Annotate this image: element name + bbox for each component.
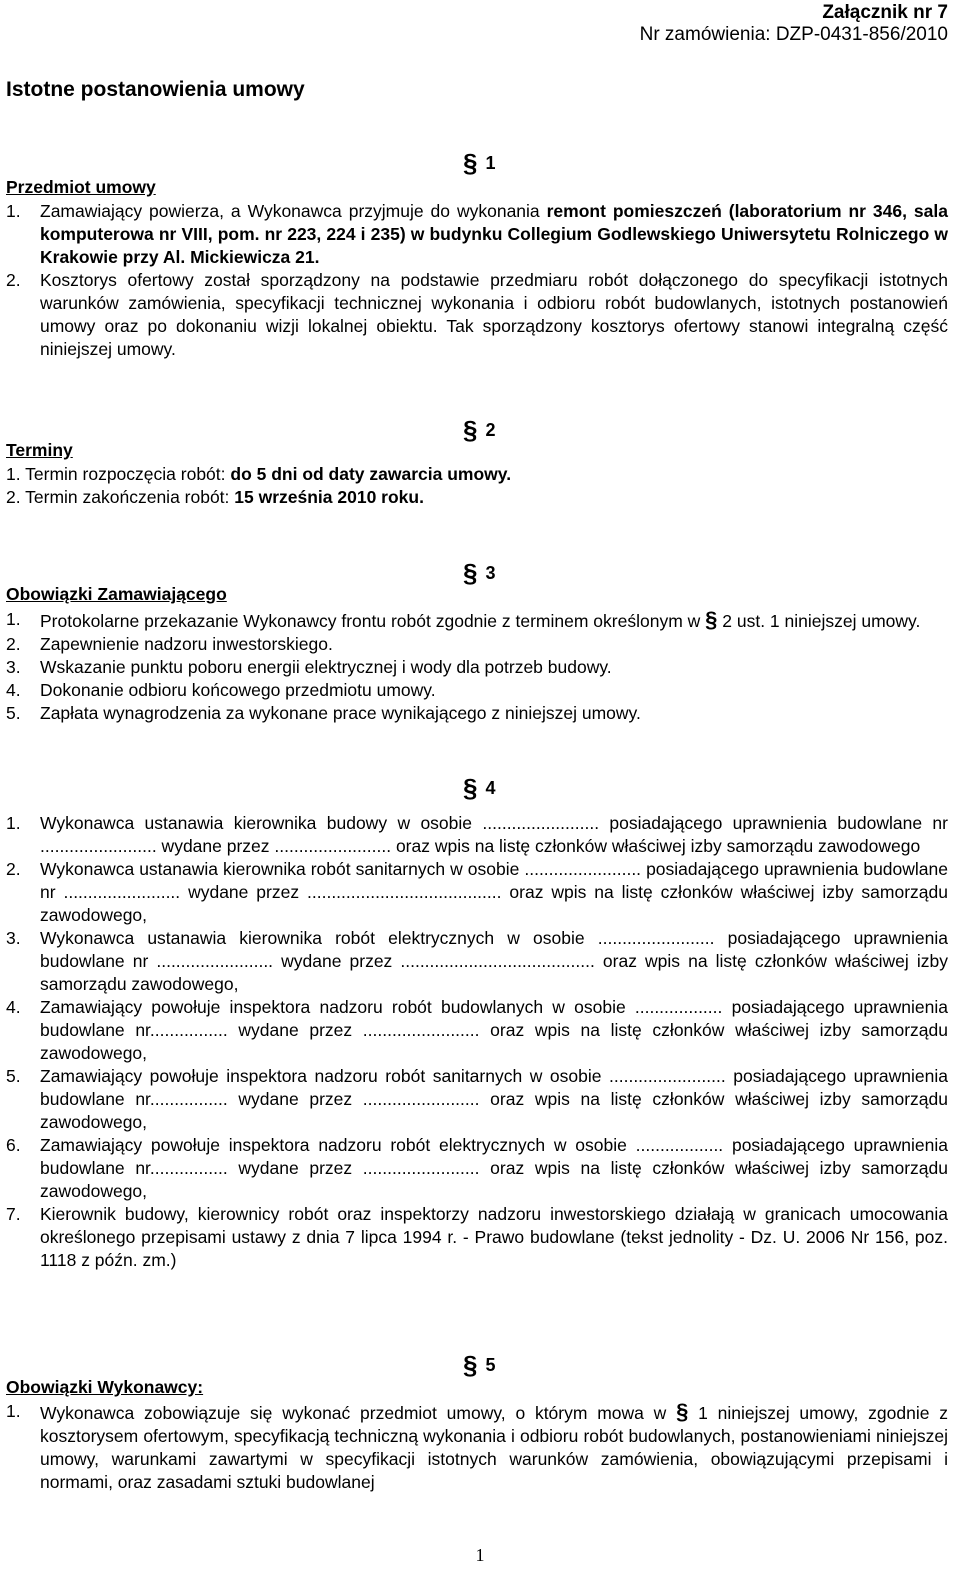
section-symbol: § [463,773,478,803]
section-5-number [463,1352,495,1378]
list-item: 4. Zamawiający powołuje inspektora nadzoru robót budowlanych w osobie .................. posiadającego uprawnienia budowlane nr................ wydane przez ........................ oraz wpis na listę członków właściwej izby samorządu zawodowego, [6,997,948,1063]
section-3-heading: Obowiązki Zamawiającego [6,584,227,604]
section-4-number [463,775,495,801]
item-bold-text: remont pomieszczeń (laboratorium nr 346, sala komputerowa nr VIII, pom. nr 223, 224 i 235) w budynku Collegium Godlewskiego Uniwersytetu Rolniczego w Krakowie przy Al. Mickiewicza 21. [40,201,948,267]
section-symbol: § [463,415,478,445]
document-title: Istotne postanowienia umowy [6,78,305,101]
section-1-body [6,200,948,361]
item-text: Zamawiający powierza, a Wykonawca przyjmuje do wykonania remont pomieszczeń (laboratorium nr 346, sala komputerowa nr VIII, pom. nr 223, 224 i 235) w budynku Collegium Godlewskiego Uniwersytetu Rolniczego w Krakowie przy Al. Mickiewicza 21. [40,201,948,267]
page-number: 1 [475,1545,485,1565]
section-3-number [463,560,495,586]
list-item: 1. Wykonawca zobowiązuje się wykonać przedmiot umowy, o którym mowa w § 1 niniejszej umowy, zgodnie z kosztorysem ofertowym, specyfikacją techniczną wykonania i odbioru robót budowlanych, postanowieniami niniejszej umowy, warunkami zawartymi w specyfikacji istotnych warunków zamówienia, obowiązującymi przepisami i normami, oraz zasadami sztuki budowlanej [6,1399,949,1492]
section-4-body [6,812,948,1272]
list-item: 1. Termin rozpoczęcia robót: do 5 dni od daty zawarcia umowy. [6,464,512,484]
list-item: 1. Wykonawca ustanawia kierownika budowy w osobie ........................ posiadającego uprawnienia budowlane nr ........................ wydane przez ........................ oraz wpis na listę członków właściwej izby samorządu zawodowego [6,813,948,856]
item-text: Kosztorys ofertowy został sporządzony na podstawie przedmiaru robót dołączonego do specyfikacji istotnych warunków zamówienia, specyfikacji technicznej wykonania i odbioru robót budowlanych, istotnych postanowień umowy oraz po dokonaniu wizji lokalnej obiektu. Tak sporządzony kosztorys ofertowy stanowi integralną część niniejszej umowy. [40,270,948,359]
list-item: 2. Termin zakończenia robót: 15 września 2010 roku. [6,487,424,507]
list-item: 5. Zamawiający powołuje inspektora nadzoru robót sanitarnych w osobie ........................ posiadającego uprawnienia budowlane nr................ wydane przez ........................ oraz wpis na listę członków właściwej izby samorządu zawodowego, [6,1066,948,1132]
section-symbol: § [705,607,718,632]
list-item: 2. Zapewnienie nadzoru inwestorskiego. [6,634,333,654]
section-3-body [6,608,948,725]
list-item: 1. Protokolarne przekazanie Wykonawcy frontu robót zgodnie z terminem określonym w § 2 ust. 1 niniejszej umowy. [6,607,921,632]
section-5-heading: Obowiązki Wykonawcy: [6,1377,204,1397]
list-item [6,269,948,361]
list-item: 2. Wykonawca ustanawia kierownika robót sanitarnych w osobie ........................ posiadającego uprawnienia budowlane nr ........................ wydane przez ........................................ oraz wpis na listę członków właściwej izby samorządu zawodowego, [6,859,948,925]
section-symbol: § [463,558,478,588]
list-item: 3. Wykonawca ustanawia kierownika robót elektrycznych w osobie ........................ posiadającego uprawnienia budowlane nr ........................ wydane przez ........................................ oraz wpis na listę członków właściwej izby samorządu zawodowego, [6,928,948,994]
item-number: 1. [6,201,21,221]
section-5-body [6,1400,948,1494]
list-item: 7. Kierownik budowy, kierownicy robót oraz inspektorzy nadzoru inwestorskiego działają w granicach umocowania określonego przepisami ustawy z dnia 7 lipca 1994 r. - Prawo budowlane (tekst jednolity - Dz. U. 2006 Nr 156, poz. 1118 z późn. zm.) [6,1204,948,1270]
order-number: Nr zamówienia: DZP-0431-856/2010 [639,24,948,45]
section-number: 1 [485,152,496,173]
section-1-number [463,150,495,176]
attachment-label: Załącznik nr 7 [822,2,948,23]
list-item [6,200,948,269]
section-2-heading: Terminy [6,440,73,460]
section-symbol: § [463,1350,478,1380]
section-symbol: § [463,148,478,178]
section-symbol: § [676,1399,689,1424]
section-number: 5 [485,1354,496,1375]
section-1-heading: Przedmiot umowy [6,177,156,197]
list-item: 4. Dokonanie odbioru końcowego przedmiotu umowy. [6,680,436,700]
item-number: 2. [6,270,21,290]
section-2-number [463,417,495,443]
section-number: 2 [485,419,496,440]
list-item: 5. Zapłata wynagrodzenia za wykonane prace wynikającego z niniejszej umowy. [6,703,641,723]
section-2-body [6,463,948,509]
section-number: 4 [485,777,496,798]
section-number: 3 [485,562,496,583]
list-item: 6. Zamawiający powołuje inspektora nadzoru robót elektrycznych w osobie .................. posiadającego uprawnienia budowlane nr................ wydane przez ........................ oraz wpis na listę członków właściwej izby samorządu zawodowego, [6,1135,948,1201]
list-item: 3. Wskazanie punktu poboru energii elektrycznej i wody dla potrzeb budowy. [6,657,612,677]
